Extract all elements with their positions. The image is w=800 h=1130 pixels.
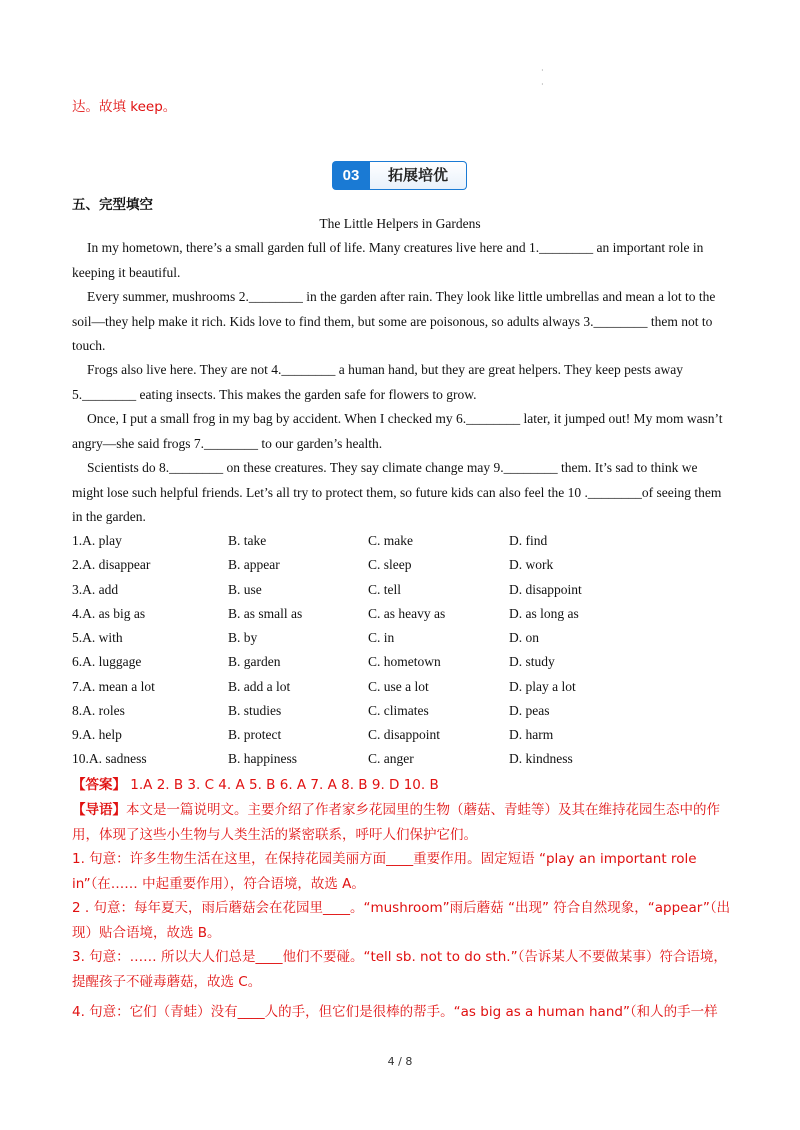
option-c: C. use a lot	[368, 679, 429, 694]
option-b: B. appear	[228, 557, 280, 572]
option-d: D. peas	[509, 703, 550, 718]
option-d: D. harm	[509, 727, 554, 742]
option-d: D. work	[509, 557, 554, 572]
option-a: 2.A. disappear	[72, 557, 151, 572]
explanation-item: 3. 句意：…… 所以大人们总是____他们不要碰。“tell sb. not to do sth.”（告诉某人不要做某事）符合语境，提醒孩子不碰毒蘑菇，故选 C。	[72, 949, 727, 990]
option-d: D. disappoint	[509, 582, 582, 597]
option-b: B. by	[228, 630, 258, 645]
option-c: C. disappoint	[368, 727, 441, 742]
banner-label: 拓展培优	[370, 161, 467, 190]
option-a: 4.A. as big as	[72, 606, 146, 621]
option-row	[72, 578, 732, 602]
option-c: C. in	[368, 630, 395, 645]
option-b: B. take	[228, 533, 267, 548]
option-row	[72, 553, 732, 577]
option-b: B. happiness	[228, 751, 297, 766]
option-a: 10.A. sadness	[72, 751, 147, 766]
article-paragraph: Frogs also live here. They are not 4.________ a human hand, but they are great helpers. They keep pests away 5.________ eating insects. This makes the garden safe for flowers to grow.	[72, 362, 683, 402]
article-title: The Little Helpers in Gardens	[319, 216, 481, 231]
article-paragraph: Scientists do 8.________ on these creatures. They say climate change may 9.________ them. It’s sad to think we might lose such helpful friends. Let’s all try to protect them, so future kids can also feel the 10 .________of seeing them in the garden.	[72, 460, 722, 524]
option-b: B. as small as	[228, 606, 303, 621]
page-number: 4 / 8	[387, 1055, 413, 1068]
option-d: D. on	[509, 630, 539, 645]
explanation-item: 1. 句意：许多生物生活在这里，在保持花园美丽方面____重要作用。固定短语 “play an important role in”（在…… 中起重要作用），符合语境，故选 A。	[72, 851, 697, 892]
option-row	[72, 723, 732, 747]
option-a: 7.A. mean a lot	[72, 679, 155, 694]
section-banner	[332, 161, 468, 190]
option-row	[72, 602, 732, 626]
option-row	[72, 650, 732, 674]
option-d: D. as long as	[509, 606, 579, 621]
option-c: C. sleep	[368, 557, 412, 572]
option-a: 6.A. luggage	[72, 654, 142, 669]
article-paragraph: In my hometown, there’s a small garden full of life. Many creatures live here and 1.________ an important role in keeping it beautiful.	[72, 240, 704, 280]
option-d: D. find	[509, 533, 548, 548]
option-d: D. study	[509, 654, 555, 669]
previous-answer-line: 达。故填 keep。	[72, 99, 177, 115]
article-paragraph: Once, I put a small frog in my bag by accident. When I checked my 6.________ later, it jumped out! My mom wasn’t angry—she said frogs 7.________ to our garden’s health.	[72, 411, 723, 451]
answer-label: 【答案】	[72, 777, 126, 793]
header-mark: · ·	[541, 66, 544, 89]
option-row	[72, 747, 732, 771]
option-c: C. tell	[368, 582, 401, 597]
banner-number: 03	[332, 161, 370, 190]
option-a: 1.A. play	[72, 533, 122, 548]
article-paragraph: Every summer, mushrooms 2.________ in the garden after rain. They look like little umbrellas and mean a lot to the soil—they help make it rich. Kids love to find them, but some are poisonous, so adults always 3.________ them not to touch.	[72, 289, 716, 353]
option-a: 9.A. help	[72, 727, 122, 742]
guide-text: 本文是一篇说明文。主要介绍了作者家乡花园里的生物（蘑菇、青蛙等）及其在维持花园生态中的作用，体现了这些小生物与人类生活的紧密联系，呼吁人们保护它们。	[72, 802, 720, 843]
option-b: B. add a lot	[228, 679, 291, 694]
explanation-item: 4. 句意：它们（青蛙）没有____人的手，但它们是很棒的帮手。“as big as a human hand”（和人的手一样	[72, 1004, 718, 1020]
answer-text: 1.A 2. B 3. C 4. A 5. B 6. A 7. A 8. B 9. D 10. B	[126, 777, 439, 793]
option-b: B. garden	[228, 654, 281, 669]
option-b: B. protect	[228, 727, 282, 742]
option-row	[72, 675, 732, 699]
option-b: B. studies	[228, 703, 282, 718]
option-a: 3.A. add	[72, 582, 119, 597]
option-d: D. play a lot	[509, 679, 576, 694]
guide-paragraph	[72, 798, 732, 848]
section-title: 五、完型填空	[72, 197, 153, 213]
option-row	[72, 626, 732, 650]
answer-line	[72, 773, 732, 798]
option-row	[72, 699, 732, 723]
option-c: C. climates	[368, 703, 429, 718]
option-row	[72, 529, 732, 553]
option-c: C. anger	[368, 751, 414, 766]
option-d: D. kindness	[509, 751, 573, 766]
option-a: 5.A. with	[72, 630, 123, 645]
option-c: C. make	[368, 533, 413, 548]
explanation-item: 2 . 句意：每年夏天，雨后蘑菇会在花园里____。“mushroom”雨后蘑菇 “出现” 符合自然现象，“appear”（出现）贴合语境，故选 B。	[72, 900, 731, 941]
option-c: C. as heavy as	[368, 606, 446, 621]
guide-label: 【导语】	[72, 802, 126, 818]
option-b: B. use	[228, 582, 262, 597]
option-c: C. hometown	[368, 654, 441, 669]
option-a: 8.A. roles	[72, 703, 125, 718]
